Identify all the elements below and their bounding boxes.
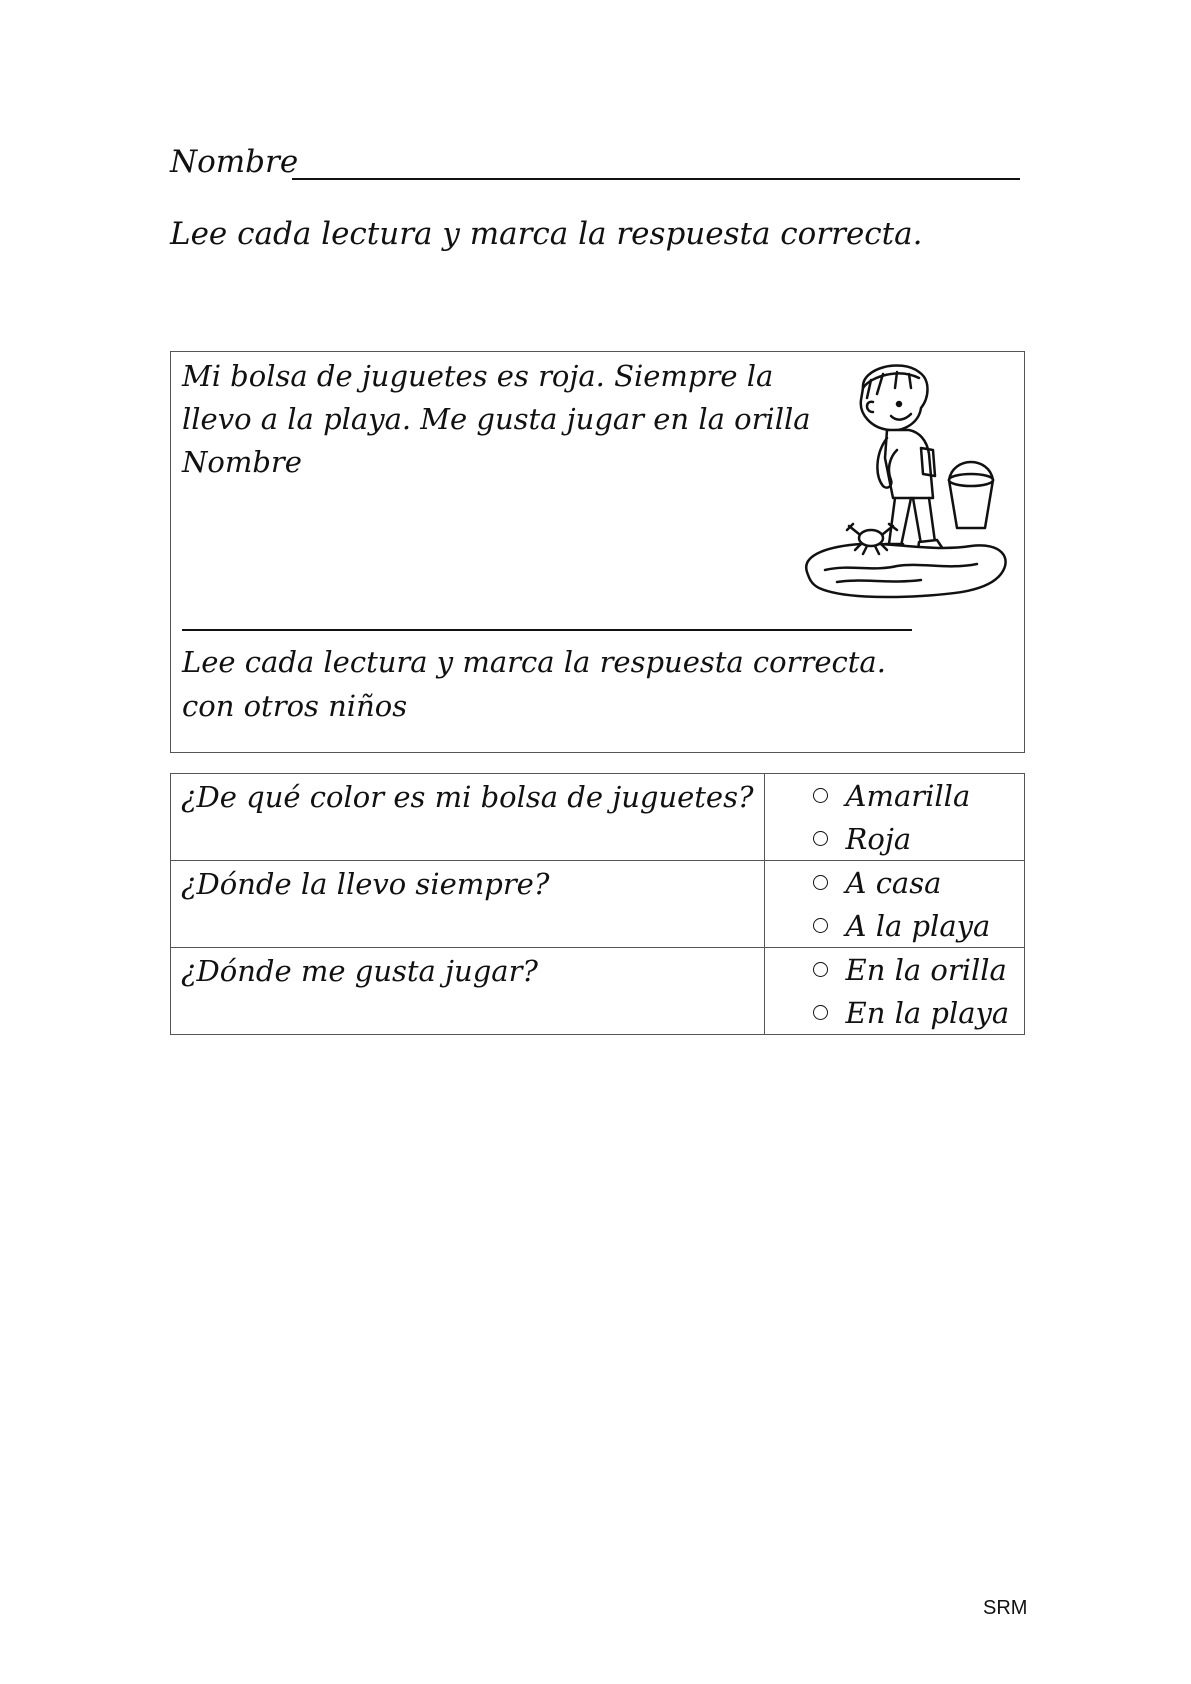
question-row [171,948,1025,1035]
options-cell [764,948,1024,1035]
radio-circle-icon[interactable] [813,788,828,803]
question-text: ¿Dónde me gusta jugar? [181,954,538,988]
question-cell [171,948,765,1035]
option-label: A la playa [845,908,991,943]
name-label: Nombre [170,144,299,180]
option-label: A casa [845,865,942,900]
option-label: En la orilla [845,952,1007,987]
option-label: Roja [845,821,912,856]
question-text: ¿De qué color es mi bolsa de juguetes? [181,780,754,814]
boy-with-bucket-at-beach-icon [801,358,1016,608]
reading-line: con otros niños [182,689,408,723]
question-cell [171,861,765,948]
reading-line: Lee cada lectura y marca la respuesta correcta. [182,645,886,679]
answer-option[interactable] [765,904,1024,947]
answer-option[interactable] [765,817,1024,860]
name-input-line[interactable] [292,178,1020,180]
questions-table [170,773,1025,1035]
instruction-text: Lee cada lectura y marca la respuesta correcta. [170,216,923,252]
radio-circle-icon[interactable] [813,831,828,846]
option-label: Amarilla [845,778,971,813]
radio-circle-icon[interactable] [813,1005,828,1020]
reading-line: Nombre [182,445,302,479]
reading-box [170,351,1025,753]
answer-option[interactable] [765,774,1024,817]
question-text: ¿Dónde la llevo siempre? [181,867,550,901]
radio-circle-icon[interactable] [813,918,828,933]
options-cell [764,861,1024,948]
question-row [171,774,1025,861]
reading-line: llevo a la playa. Me gusta jugar en la orilla [182,402,811,436]
options-cell [764,774,1024,861]
question-row [171,861,1025,948]
writing-line [182,629,912,631]
answer-option[interactable] [765,991,1024,1034]
radio-circle-icon[interactable] [813,962,828,977]
question-cell [171,774,765,861]
radio-circle-icon[interactable] [813,875,828,890]
answer-option[interactable] [765,948,1024,991]
answer-option[interactable] [765,861,1024,904]
option-label: En la playa [845,995,1010,1030]
reading-line: Mi bolsa de juguetes es roja. Siempre la [182,359,774,393]
name-row [170,140,1020,184]
footer-initials: SRM [983,1597,1028,1619]
